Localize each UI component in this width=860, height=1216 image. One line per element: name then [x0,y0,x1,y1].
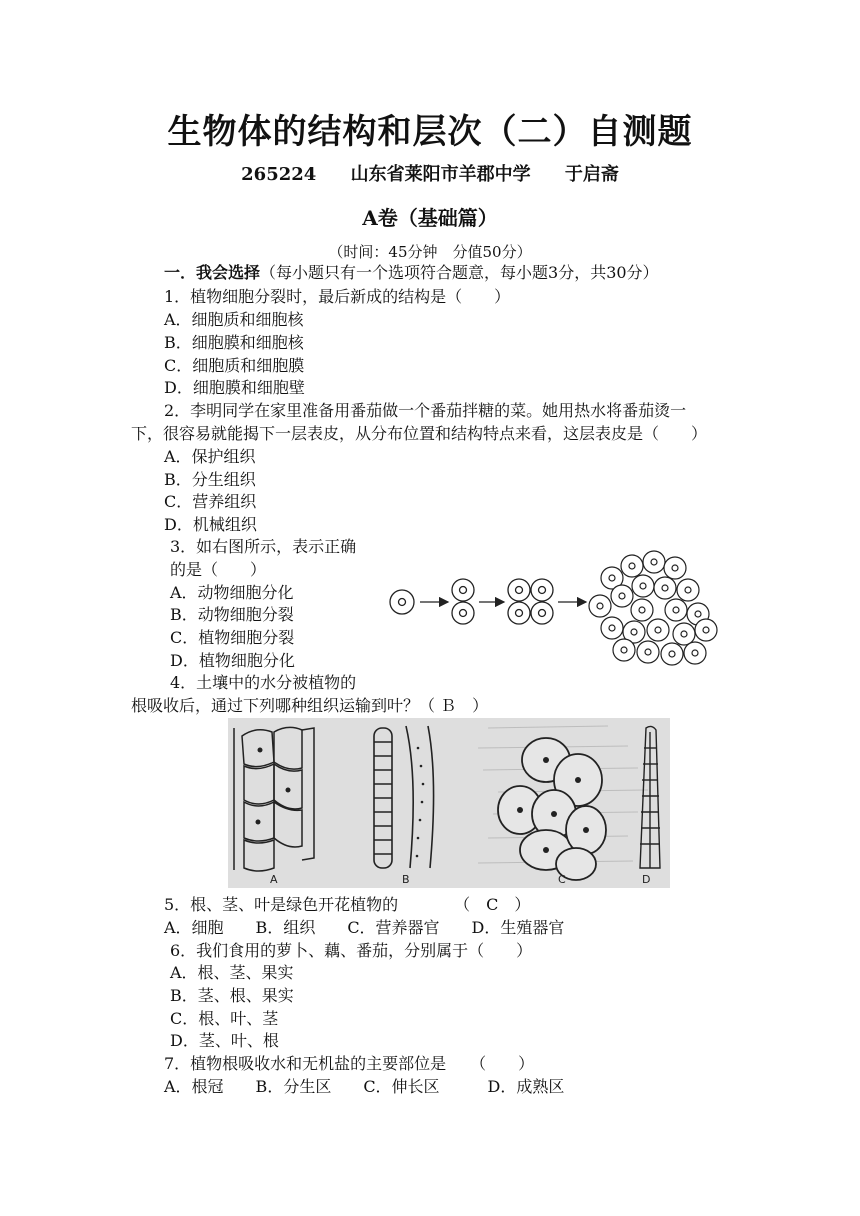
q7-options: A．根冠 B．分生区 C．伸长区 D．成熟区 [164,1077,565,1096]
q1-stem: 1．植物细胞分裂时，最后新成的结构是（ ） [164,287,511,306]
q1-option-d: D．细胞膜和细胞壁 [164,378,305,397]
q3-option-a: A．动物细胞分化 [170,583,294,602]
q3-stem-line2: 的是（ ） [170,560,267,579]
q2-stem-line1: 2．李明同学在家里准备用番茄做一个番茄拌糖的菜。她用热水将番茄烫一 [164,401,687,420]
tissue-label-c: C [558,873,566,886]
q6-option-b: B．茎、根、果实 [170,986,294,1005]
author-name: 于启斋 [564,164,619,185]
q1-option-c: C．细胞质和细胞膜 [164,356,305,375]
tissue-label-b: B [402,873,410,886]
q2-option-a: A．保护组织 [164,447,256,466]
part1-header [164,262,659,284]
q4-stem-line2: 根吸收后，通过下列哪种组织运输到叶？（ Ｂ ） [131,696,489,715]
q1-option-a: A．细胞质和细胞核 [164,310,304,329]
q2-option-c: C．营养组织 [164,492,257,511]
q3-option-c: C．植物细胞分裂 [170,628,295,647]
exam-meta: （时间：45分钟 分值50分） [328,243,532,261]
q3-option-b: B．动物细胞分裂 [170,605,294,624]
single-cell [390,590,414,614]
q7-stem: 7．植物根吸收水和无机盐的主要部位是 （ ） [164,1054,535,1073]
q6-stem: 6．我们食用的萝卜、藕、番茄，分别属于（ ） [170,941,533,960]
q2-option-d: D．机械组织 [164,515,257,534]
two-cells [452,579,474,624]
q5-options: A．细胞 B．组织 C．营养器官 D．生殖器官 [164,918,565,937]
four-cells [508,579,553,624]
postcode: 265224 [241,164,317,185]
byline [0,160,860,186]
q2-stem-line2: 下，很容易就能揭下一层表皮，从分布位置和结构特点来看，这层表皮是（ ） [131,424,708,443]
part1-instructions: （每小题只有一个选项符合题意，每小题3分，共30分） [260,263,659,282]
part1-heading: 一．我会选择 [164,263,261,282]
school-name: 山东省莱阳市羊郡中学 [350,164,531,185]
q3-option-d: D．植物细胞分化 [170,651,295,670]
q2-option-b: B．分生组织 [164,470,256,489]
q4-stem-line1: 4．土壤中的水分被植物的 [170,673,357,692]
tissue-label-a: A [270,873,278,886]
q6-option-a: A．根、茎、果实 [170,963,294,982]
tissue-figure-background [228,718,670,888]
q1-option-b: B．细胞膜和细胞核 [164,333,304,352]
q3-stem-line1: 3．如右图所示，表示正确 [170,537,357,556]
q6-option-c: C．根、叶、茎 [170,1009,279,1028]
page-title: 生物体的结构和层次（二）自测题 [167,112,693,152]
cell-cluster [589,551,717,665]
tissue-figure [228,718,670,888]
q5-stem: 5．根、茎、叶是绿色开花植物的 （ C ） [164,895,531,914]
cell-division-figure [380,550,730,670]
section-title: A卷（基础篇） [362,206,498,230]
tissue-label-d: D [642,873,651,886]
q6-option-d: D．茎、叶、根 [170,1031,279,1050]
